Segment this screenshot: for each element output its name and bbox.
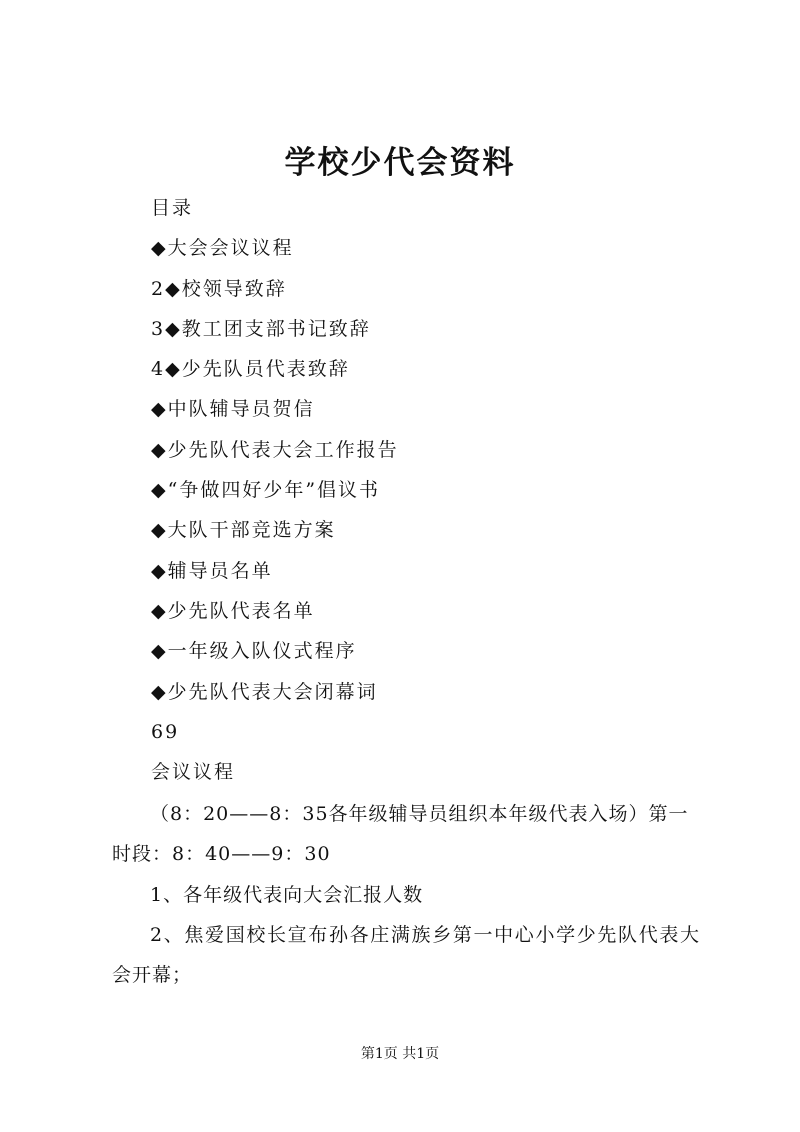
paragraph-item-2: 2、焦爱国校长宣布孙各庄满族乡第一中心小学少先队代表大会开幕； <box>112 923 700 987</box>
toc-item: ◆少先队代表名单 <box>151 599 315 622</box>
paragraph-item-1: 1、各年级代表向大会汇报人数 <box>150 883 424 906</box>
toc-item: 4◆少先队员代表致辞 <box>151 358 350 381</box>
page-footer: 第1页 共1页 <box>360 1046 440 1062</box>
toc-item: ◆少先队代表大会工作报告 <box>151 438 399 461</box>
toc-item: ◆辅导员名单 <box>151 559 273 582</box>
toc-page-number: 69 <box>151 720 180 743</box>
document-title: 学校少代会资料 <box>284 145 516 181</box>
toc-item: ◆“争做四好少年”倡议书 <box>151 479 381 502</box>
body-text <box>112 794 700 995</box>
toc-item: ◆少先队代表大会闭幕词 <box>151 680 378 703</box>
toc-item: ◆中队辅导员贺信 <box>151 398 315 421</box>
toc-heading: 目录 <box>151 197 194 219</box>
toc-item: 2◆校领导致辞 <box>151 277 287 300</box>
toc-item: ◆大会会议议程 <box>151 237 294 260</box>
toc-item: 3◆教工团支部书记致辞 <box>151 317 371 340</box>
toc-item: ◆大队干部竞选方案 <box>151 519 336 542</box>
table-of-contents <box>151 188 399 792</box>
toc-item: ◆一年级入队仪式程序 <box>151 640 357 663</box>
section-heading: 会议议程 <box>151 761 236 784</box>
paragraph-schedule: （8：20——8：35各年级辅导员组织本年级代表入场）第一时段：8：40——9：30 <box>112 803 689 866</box>
